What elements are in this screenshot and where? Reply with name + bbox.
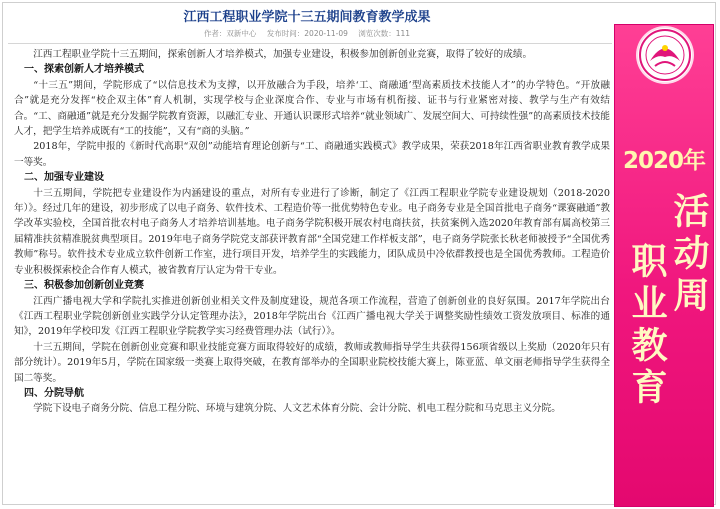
section-heading: 四、分院导航 [24,387,84,399]
view-count: 浏览次数：111 [358,29,411,38]
intro-paragraph: 江西工程职业学院十三五期间，探索创新人才培养模式，加强专业建设，积极参加创新创业竞赛，取得了较好的成绩。 [33,49,533,60]
article-meta [0,28,614,39]
title-divider [8,43,612,44]
section-paragraph: “十三五”期间，学院形成了“以信息技术为支撑，以开放融合为手段，培养‘工、商融通’型高素质技术技能人才”的办学特色。“开放融合”就是充分发挥“校企双主体”育人机制，实现学校与企业深度合作、专业与市场有机衔接、证书与行业紧密对接、教学与生产有效结合。“工、商融通”就是充分发掘学院教育资源，以融汇专业、开通认识课形式培养“就业领域广、发展空间大、可持续性强”的高素质技术技能人才，把学生培养成既有“工的技能”，又有“商的头脑。” [14,79,610,138]
page-title: 江西工程职业学院十三五期间教育教学成果 [183,10,431,25]
banner-line-vocational-education: 职业教育 [626,242,667,410]
section-paragraph: 2018年，学院申报的《新时代高职“双创”动能培育理论创新与“工、商融通实践模式》教学成果，荣获2018年江西省职业教育教学成果一等奖。 [14,141,610,168]
article-body [14,47,610,505]
section-paragraph: 江西广播电视大学和学院扎实推进创新创业相关文件及制度建设，规范各项工作流程，营造了创新创业的良好氛围。2017年学院出台《江西工程职业学院创新创业实践学分认定管理办法》，2018年学院出台《江西广播电视大学关于调整奖励性绩效工资发放项目、标准的通知》，2019年学校印发《江西工程职业学院教学实习经费管理办法（试行）》。 [14,295,610,338]
vocational-education-week-logo-icon [638,28,692,82]
vocational-week-banner [614,24,714,507]
section-paragraph: 十三五期间，学院把专业建设作为内涵建设的重点，对所有专业进行了诊断，制定了《江西工程职业学院专业建设规划（2018-2020年）》。经过几年的建设，初步形成了以电子商务、软件技术、工程造价等一批优势特色专业。电子商务专业是全国首批电子商务“课赛融通”教学改革实验校，全国首批农村电子商务人才培养培训基地。电子商务学院积极开展农村电商扶贫，扶贫案例入选2020年教育部有属高校第三届精准扶贫精准脱贫典型项目。2019年电子商务学院党支部获评教育部“全国党建工作样板支部”，电子商务学院张长秋老师被授予“全国优秀教师”称号。软件技术专业成立软件创新工作室，进行项目开发，培养学生的实践能力，团队成员中冷依群教授也是全国优秀教师。工程造价专业积极探索校企合作育人模式，被省教育厅认定为骨干专业。 [14,187,610,276]
author-label: 作者：双新中心 [203,29,257,38]
publish-time: 发布时间：2020-11-09 [266,29,348,38]
section-heading: 二、加强专业建设 [24,172,104,184]
section-heading: 一、探索创新人才培养模式 [24,64,144,76]
section-heading: 三、积极参加创新创业竞赛 [24,280,144,292]
section-paragraph: 学院下设电子商务分院、信息工程分院、环境与建筑分院、人文艺术体育分院、会计分院、机电工程分院和马克思主义分院。 [33,403,561,415]
banner-line-activity-week: 活动周 [668,192,709,318]
banner-year: 2020年 [622,148,705,174]
section-paragraph: 十三五期间，学院在创新创业竞赛和职业技能竞赛方面取得较好的成绩，教师或教师指导学生共获得156项省级以上奖励（2020年只有部分统计）。2019年5月，学院在国家级一类赛上取得突破，在教育部举办的全国职业院校技能大赛上，陈亚蓝、单文丽老师指导学生获得全国二等奖。 [14,341,610,384]
